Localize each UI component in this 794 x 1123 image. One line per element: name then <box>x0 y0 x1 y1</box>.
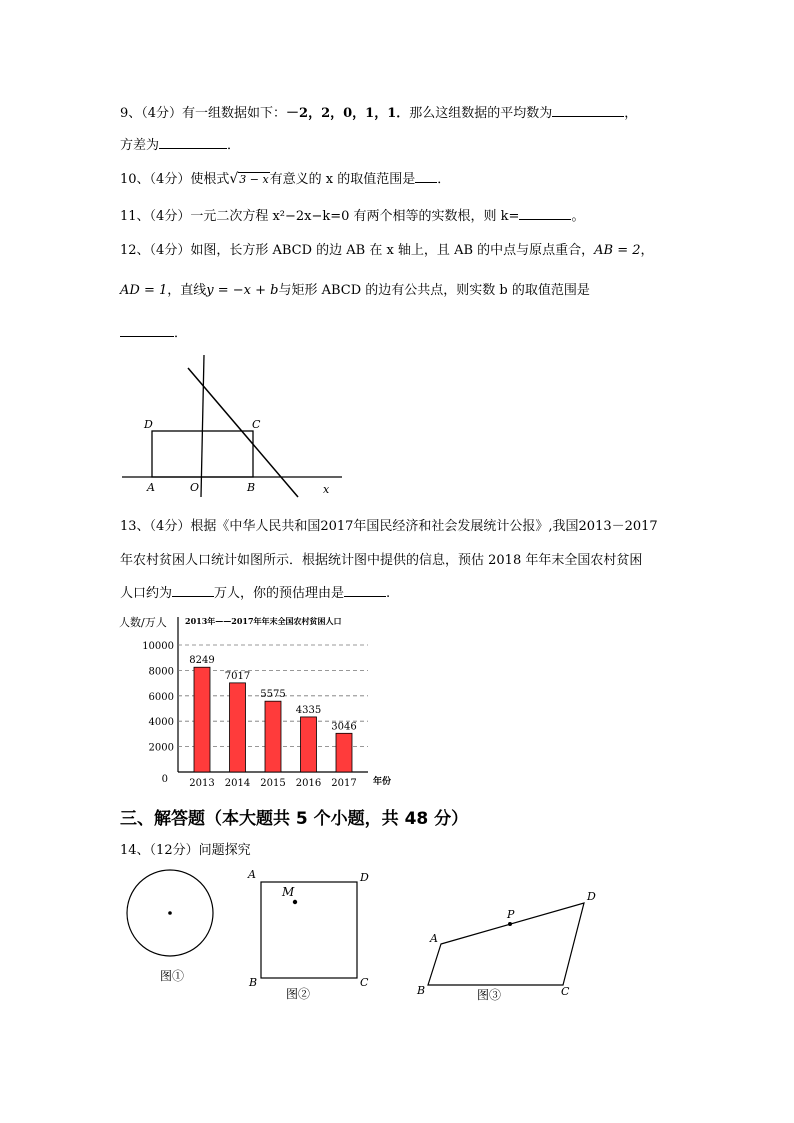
question-9-line-1: 9、（4分）有一组数据如下：－2，2，0，1，1．那么这组数据的平均数为 ， <box>120 106 638 121</box>
figure-3-label-d: D <box>587 890 596 903</box>
figure-2-label-b: B <box>249 976 258 989</box>
y-tick-label: 6000 <box>148 691 174 703</box>
question-10: 10、（4分）使根式√3 − x有意义的 x 的取值范围是 ． <box>120 171 451 187</box>
figure-3-caption: 图③ <box>477 988 502 1002</box>
radicand: 3 − x <box>239 173 269 186</box>
question-13-line-3: 人口约为 万人，你的预估理由是 . <box>120 586 391 601</box>
question-14-title: 14、（12分）问题探究 <box>120 843 251 858</box>
figure-2-label-d: D <box>360 871 369 884</box>
bar-value-label: 4335 <box>295 704 322 716</box>
answer-blank-k[interactable] <box>519 207 571 220</box>
figure-2-caption: 图② <box>286 987 311 1001</box>
y-tick-label: 4000 <box>148 717 174 729</box>
bar-2015 <box>265 701 281 772</box>
answer-blank-population[interactable] <box>172 584 214 597</box>
question-12-line-1: 12、（4分）如图，长方形 ABCD 的边 AB 在 x 轴上，且 AB 的中点与原点重合，AB = 2， <box>120 243 654 258</box>
question-11: 11、（4分）一元二次方程 x²−2x−k=0 有两个相等的实数根，则 k= 。 <box>120 209 585 224</box>
figure-1-center-dot <box>168 911 172 915</box>
x-tick-label: 2017 <box>331 778 357 789</box>
figure-2-label-m: M <box>282 885 295 899</box>
bar-2016 <box>301 717 317 772</box>
figure-1-caption: 图① <box>160 969 185 983</box>
question-13-line-2: 年农村贫困人口统计如图所示．根据统计图中提供的信息，预估 2018 年年末全国农村贫困 <box>120 553 643 568</box>
label-x: x <box>323 483 330 496</box>
bar-2017 <box>336 733 352 772</box>
x-tick-label: 2016 <box>295 778 322 789</box>
figure-2-label-a: A <box>248 868 256 881</box>
x-tick-label: 2014 <box>224 778 251 789</box>
figure-2-square <box>261 882 357 978</box>
label-c: C <box>252 418 261 431</box>
x-tick-label: 2015 <box>260 778 286 789</box>
answer-blank-reason[interactable] <box>344 584 386 597</box>
figure-3-quadrilateral <box>428 903 584 985</box>
question-12-line-3: ． <box>120 324 187 342</box>
radical-sign-icon: √ <box>229 171 239 187</box>
chart-title: 2013年——2017年年末全国农村贫困人口 <box>185 616 342 626</box>
answer-blank-b-range[interactable] <box>120 324 174 337</box>
figure-3-point-p <box>508 922 512 926</box>
bar-value-label: 5575 <box>260 689 286 701</box>
question-12-line-2: AD = 1，直线y = −x + b与矩形 ABCD 的边有公共点，则实数 b 的取值范围是 <box>120 283 590 298</box>
poverty-bar-chart <box>118 612 408 792</box>
figure-3-label-p: P <box>507 908 515 921</box>
answer-blank-mean[interactable] <box>552 104 624 117</box>
label-a: A <box>147 481 155 494</box>
y-tick-label: 2000 <box>148 742 174 754</box>
chart-ylabel: 人数/万人 <box>119 616 167 629</box>
question-9-line-2: 方差为 ． <box>120 138 241 153</box>
bar-value-label: 3046 <box>331 721 357 733</box>
label-b: B <box>247 481 256 494</box>
answer-blank-range[interactable] <box>415 170 437 183</box>
bar-value-label: 8249 <box>189 655 215 667</box>
question-14-figures <box>120 862 610 1008</box>
figure-3-label-c: C <box>561 985 570 998</box>
label-o: O <box>190 481 200 494</box>
figure-3-label-a: A <box>430 932 438 945</box>
question-13-line-1: 13、（4分）根据《中华人民共和国2017年国民经济和社会发展统计公报》,我国2013－2017 <box>120 519 658 534</box>
section-3-heading: 三、解答题（本大题共 5 个小题，共 48 分） <box>120 809 469 829</box>
bar-2014 <box>230 683 246 772</box>
answer-blank-variance[interactable] <box>159 136 227 149</box>
y-tick-label: 0 <box>161 774 168 785</box>
bar-2013 <box>194 667 210 772</box>
figure-2-point-m <box>293 900 297 904</box>
figure-3-label-b: B <box>417 984 426 997</box>
x-tick-label: 2013 <box>189 778 215 789</box>
y-axis <box>201 355 204 497</box>
y-tick-label: 8000 <box>148 666 174 678</box>
rectangle-line-figure <box>120 350 350 505</box>
y-tick-label: 10000 <box>142 641 174 652</box>
bar-value-label: 7017 <box>224 670 251 682</box>
chart-xlabel: 年份 <box>373 777 392 787</box>
figure-2-label-c: C <box>360 976 369 989</box>
label-d: D <box>144 418 153 431</box>
